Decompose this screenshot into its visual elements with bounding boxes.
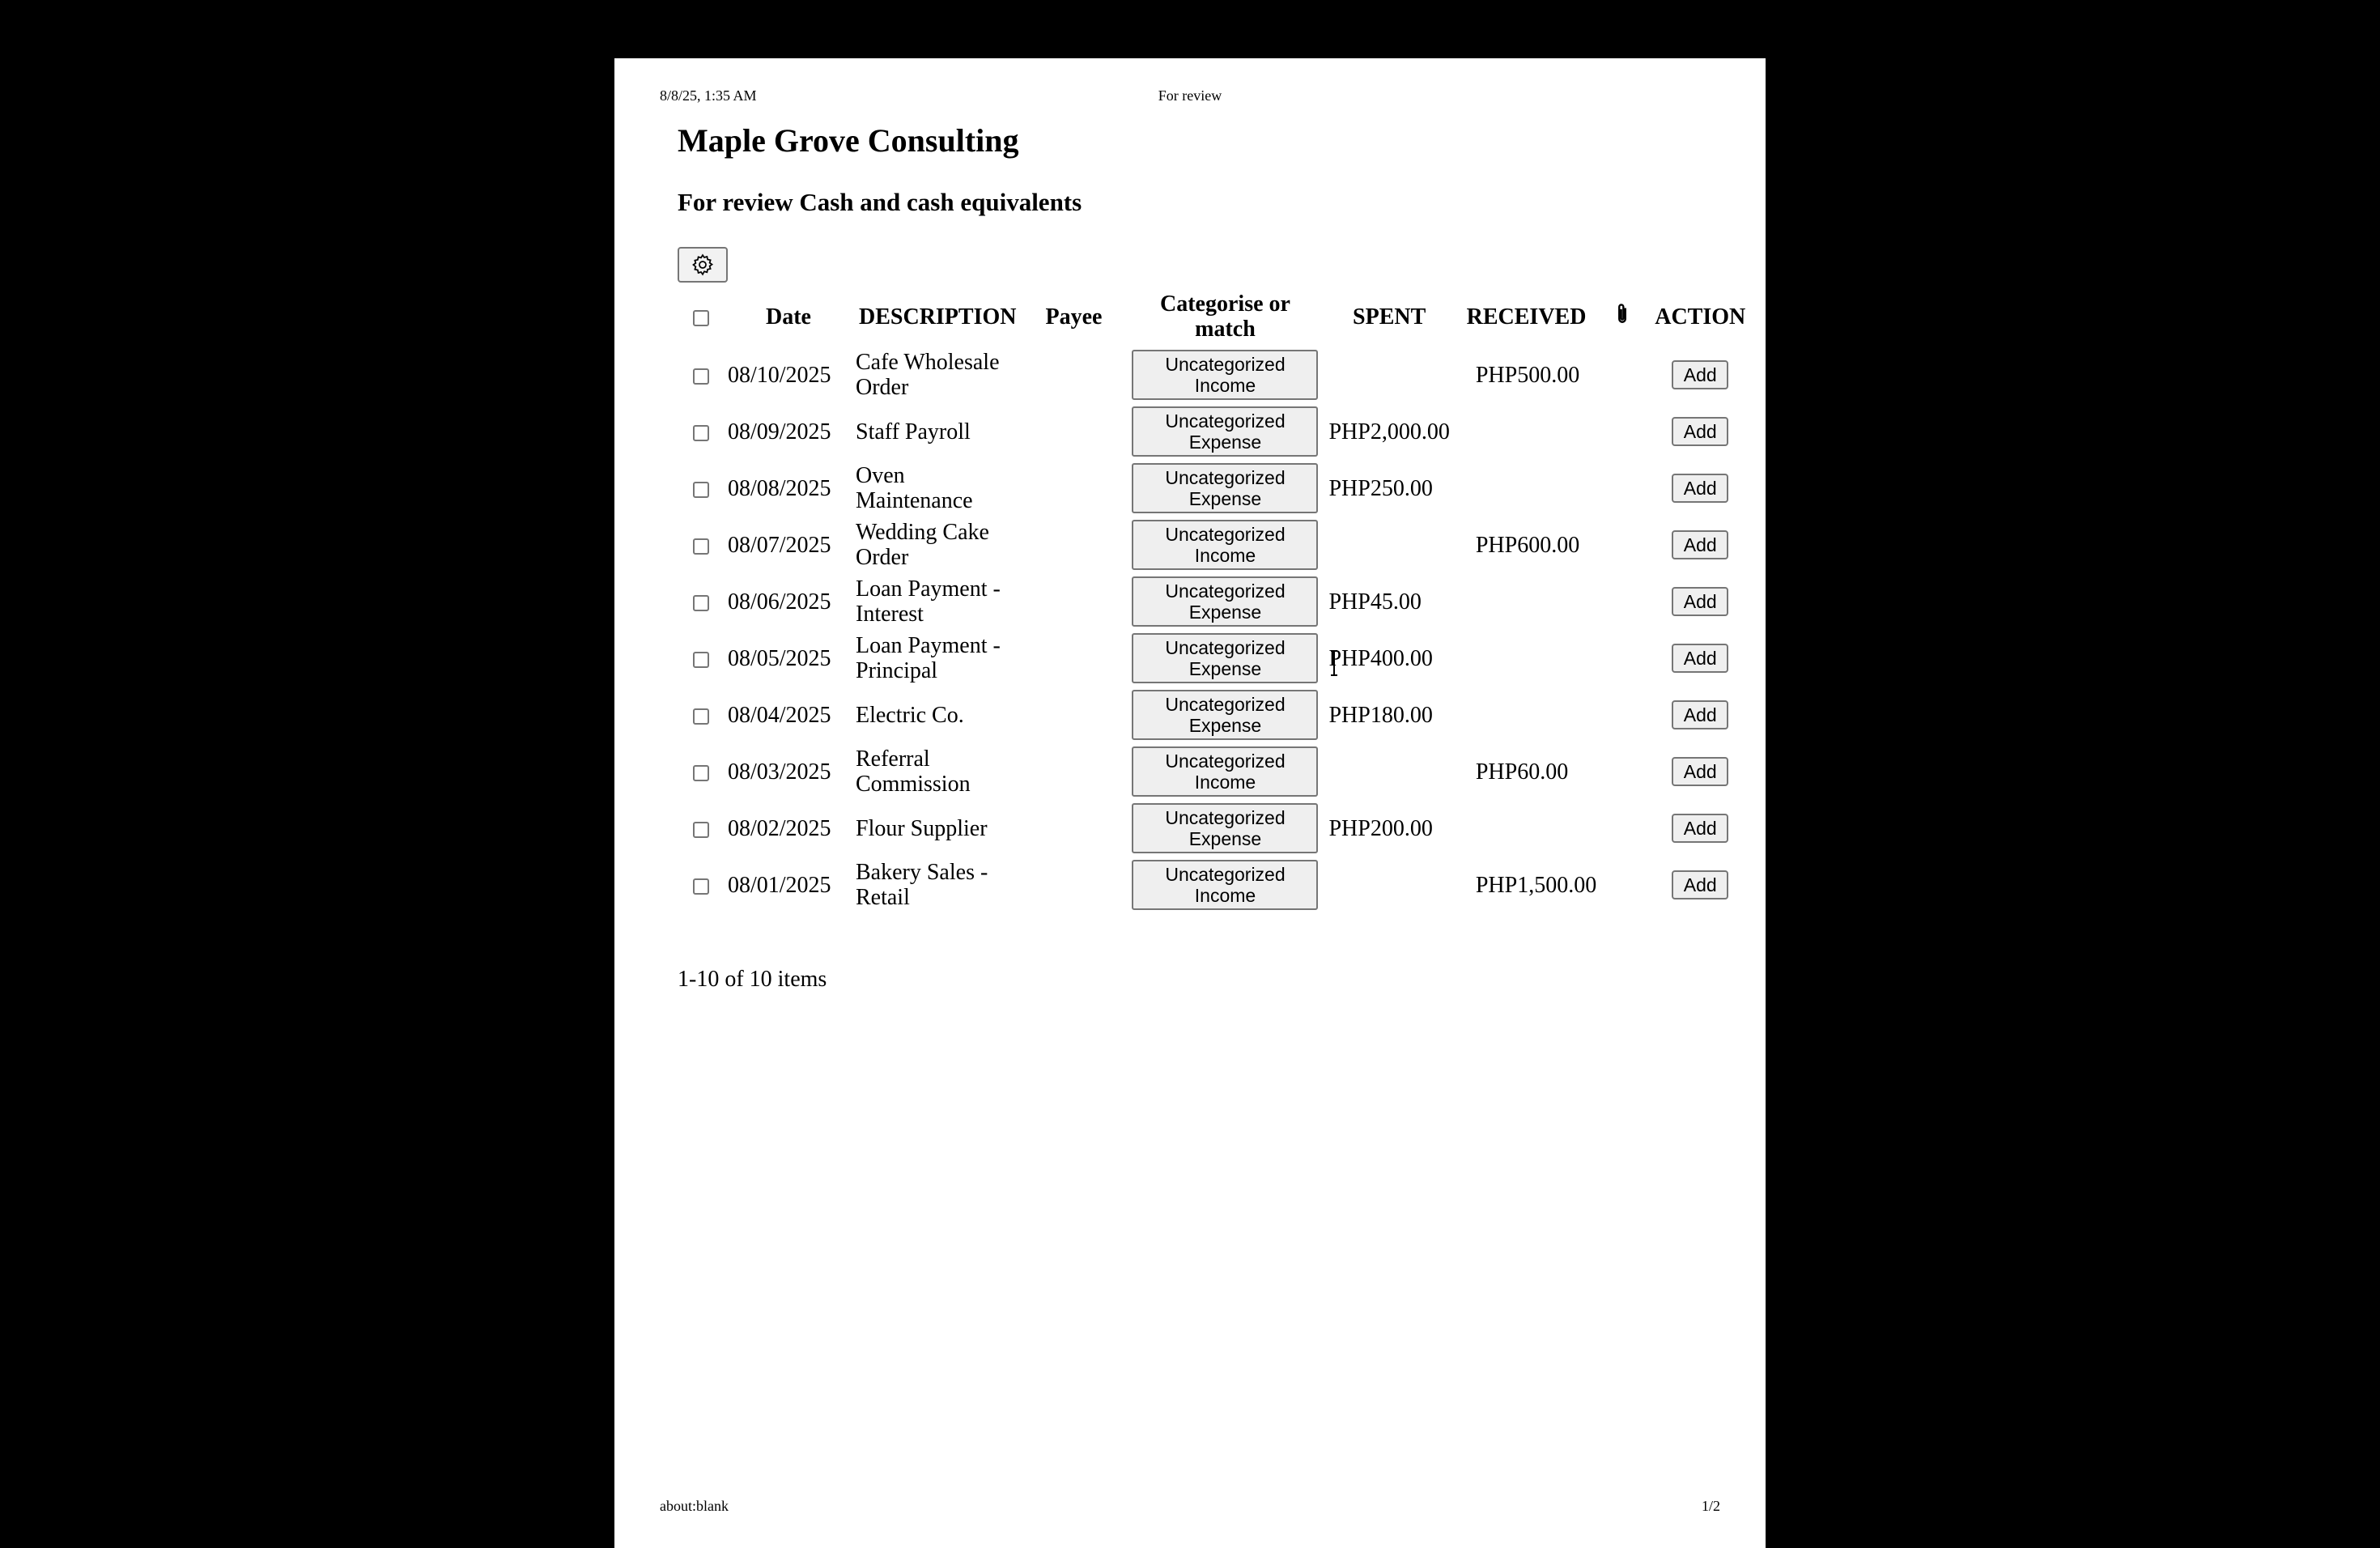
category-button[interactable]: Uncategorized Expense — [1132, 690, 1318, 740]
select-all-checkbox[interactable] — [693, 310, 709, 326]
row-attachment — [1600, 800, 1645, 857]
row-received — [1453, 800, 1600, 857]
header-date[interactable]: Date — [766, 304, 811, 330]
row-checkbox[interactable] — [693, 652, 709, 668]
header-spent[interactable]: SPENT — [1353, 304, 1426, 330]
row-date: 08/10/2025 — [728, 362, 831, 388]
row-description: Wedding Cake Order — [856, 520, 989, 570]
category-button[interactable]: Uncategorized Expense — [1132, 406, 1318, 457]
row-payee — [1022, 630, 1124, 687]
table-row — [678, 687, 1755, 743]
row-spent: PHP45.00 — [1328, 589, 1422, 615]
row-checkbox[interactable] — [693, 425, 709, 441]
row-received — [1453, 460, 1600, 517]
row-spent: PHP200.00 — [1328, 815, 1433, 841]
row-payee — [1022, 857, 1124, 913]
print-url: about:blank — [660, 1498, 729, 1514]
text-cursor-icon — [1328, 649, 1340, 677]
table-row — [678, 517, 1755, 573]
row-received — [1453, 687, 1600, 743]
category-button[interactable]: Uncategorized Income — [1132, 520, 1318, 570]
row-checkbox[interactable] — [693, 765, 709, 781]
row-description: Cafe Wholesale Order — [856, 350, 1000, 400]
row-payee — [1022, 800, 1124, 857]
header-received[interactable]: RECEIVED — [1466, 304, 1587, 330]
row-payee — [1022, 460, 1124, 517]
row-payee — [1022, 573, 1124, 630]
row-spent — [1325, 743, 1452, 800]
category-button[interactable]: Uncategorized Expense — [1132, 463, 1318, 513]
row-received: PHP600.00 — [1475, 532, 1580, 558]
row-date: 08/05/2025 — [728, 645, 831, 671]
row-attachment — [1600, 743, 1645, 800]
header-attachment — [1600, 287, 1645, 347]
paperclip-icon — [1613, 302, 1631, 326]
row-date: 08/08/2025 — [728, 475, 831, 501]
row-spent — [1325, 517, 1452, 573]
row-description: Electric Co. — [856, 702, 964, 728]
header-categorise[interactable]: Categorise or match — [1160, 291, 1290, 342]
pagination-summary: 1-10 of 10 items — [678, 967, 827, 992]
table-row — [678, 630, 1755, 687]
header-action: ACTION — [1655, 304, 1746, 330]
table-row — [678, 743, 1755, 800]
row-attachment — [1600, 403, 1645, 460]
print-doc-title: For review — [1158, 87, 1222, 104]
row-checkbox[interactable] — [693, 878, 709, 895]
table-row — [678, 573, 1755, 630]
print-page — [614, 58, 1766, 1548]
print-page-number: 1/2 — [1701, 1498, 1720, 1514]
row-attachment — [1600, 517, 1645, 573]
add-button[interactable]: Add — [1672, 587, 1728, 616]
row-description: Loan Payment - Interest — [856, 576, 1001, 627]
row-payee — [1022, 347, 1124, 403]
add-button[interactable]: Add — [1672, 757, 1728, 786]
row-received: PHP60.00 — [1475, 759, 1569, 785]
category-button[interactable]: Uncategorized Expense — [1132, 803, 1318, 853]
row-date: 08/07/2025 — [728, 532, 831, 558]
row-checkbox[interactable] — [693, 538, 709, 555]
row-received — [1453, 403, 1600, 460]
row-attachment — [1600, 460, 1645, 517]
row-attachment — [1600, 857, 1645, 913]
row-date: 08/01/2025 — [728, 872, 831, 898]
row-date: 08/04/2025 — [728, 702, 831, 728]
row-spent — [1325, 347, 1452, 403]
company-name: Maple Grove Consulting — [678, 122, 1019, 159]
page-subtitle: For review Cash and cash equivalents — [678, 188, 1082, 216]
row-spent: PHP2,000.00 — [1328, 419, 1450, 444]
header-description[interactable]: DESCRIPTION — [859, 304, 1017, 330]
row-attachment — [1600, 630, 1645, 687]
row-payee — [1022, 687, 1124, 743]
row-checkbox[interactable] — [693, 595, 709, 611]
add-button[interactable]: Add — [1672, 814, 1728, 843]
row-description: Staff Payroll — [856, 419, 971, 444]
gear-icon — [691, 253, 715, 277]
add-button[interactable]: Add — [1672, 700, 1728, 729]
row-spent: PHP180.00 — [1328, 702, 1433, 728]
table-row — [678, 347, 1755, 403]
row-description: Oven Maintenance — [856, 463, 973, 513]
review-table — [678, 287, 1755, 913]
row-date: 08/09/2025 — [728, 419, 831, 444]
row-attachment — [1600, 347, 1645, 403]
add-button[interactable]: Add — [1672, 417, 1728, 446]
row-payee — [1022, 517, 1124, 573]
row-received: PHP1,500.00 — [1475, 872, 1597, 898]
row-payee — [1022, 403, 1124, 460]
row-description: Referral Commission — [856, 746, 971, 797]
row-checkbox[interactable] — [693, 708, 709, 725]
row-checkbox[interactable] — [693, 822, 709, 838]
row-received: PHP500.00 — [1475, 362, 1580, 388]
row-description: Bakery Sales - Retail — [856, 860, 988, 910]
row-date: 08/06/2025 — [728, 589, 831, 615]
table-header-row — [678, 287, 1755, 347]
row-attachment — [1600, 573, 1645, 630]
table-row — [678, 460, 1755, 517]
category-button[interactable]: Uncategorized Expense — [1132, 633, 1318, 683]
row-date: 08/02/2025 — [728, 815, 831, 841]
add-button[interactable]: Add — [1672, 870, 1728, 899]
row-spent: PHP400.00 — [1328, 645, 1433, 671]
row-checkbox[interactable] — [693, 482, 709, 498]
table-row — [678, 800, 1755, 857]
row-spent — [1325, 857, 1452, 913]
row-payee — [1022, 743, 1124, 800]
header-payee[interactable]: Payee — [1045, 304, 1103, 330]
row-attachment — [1600, 687, 1645, 743]
table-row — [678, 403, 1755, 460]
row-received — [1453, 573, 1600, 630]
row-date: 08/03/2025 — [728, 759, 831, 785]
print-timestamp: 8/8/25, 1:35 AM — [660, 87, 757, 104]
category-button[interactable]: Uncategorized Income — [1132, 746, 1318, 797]
settings-button[interactable] — [678, 247, 728, 283]
row-received — [1453, 630, 1600, 687]
add-button[interactable]: Add — [1672, 644, 1728, 673]
row-description: Loan Payment - Principal — [856, 633, 1001, 683]
row-spent: PHP250.00 — [1328, 475, 1433, 501]
row-checkbox[interactable] — [693, 368, 709, 385]
add-button[interactable]: Add — [1672, 530, 1728, 559]
add-button[interactable]: Add — [1672, 360, 1728, 389]
category-button[interactable]: Uncategorized Income — [1132, 860, 1318, 910]
category-button[interactable]: Uncategorized Income — [1132, 350, 1318, 400]
category-button[interactable]: Uncategorized Expense — [1132, 576, 1318, 627]
add-button[interactable]: Add — [1672, 474, 1728, 503]
row-description: Flour Supplier — [856, 815, 988, 841]
table-row — [678, 857, 1755, 913]
